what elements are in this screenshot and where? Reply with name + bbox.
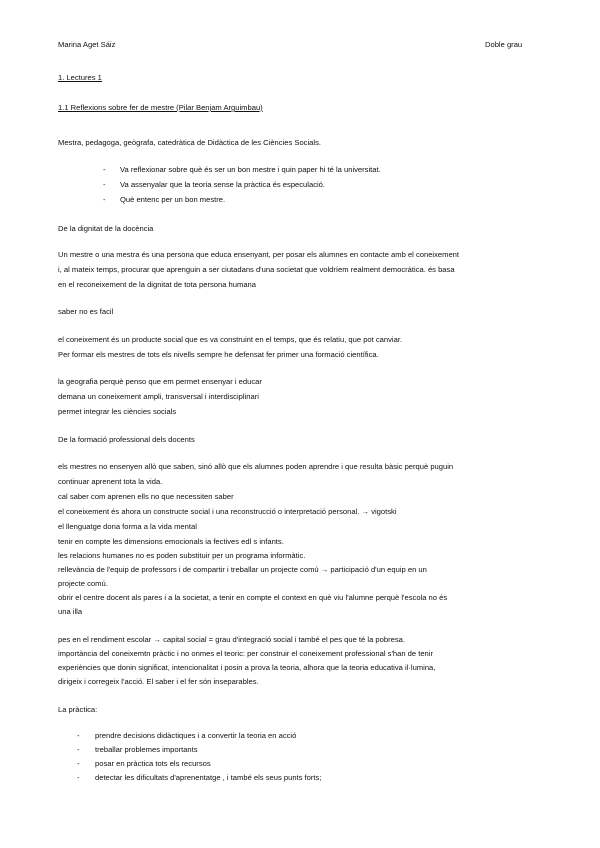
paragraph-line: Per formar els mestres de tots els nivells sempre he defensat fer primer una formació científica. bbox=[58, 350, 379, 359]
paragraph-line: Un mestre o una mestra és una persona que educa ensenyant, per posar els alumnes en contacte amb el coneixement bbox=[58, 250, 460, 259]
list-item-text: posar en pràctica tots els recursos bbox=[95, 759, 211, 768]
paragraph-line: els mestres no ensenyen allò que saben, sinó allò que els alumnes poden aprendre i que resulta bàsic perquè puguin bbox=[58, 462, 454, 471]
paragraph-line: permet integrar les ciències socials bbox=[58, 407, 177, 416]
bullet-marker: - bbox=[103, 165, 106, 174]
heading-practica: La pràctica: bbox=[58, 705, 98, 714]
intro-paragraph: Mestra, pedagoga, geògrafa, catedràtica de Didàctica de les Ciències Socials. bbox=[58, 138, 321, 147]
paragraph-line: una illa bbox=[58, 607, 83, 616]
paragraph-line: la geografia perquè penso que em permet ensenyar i educar bbox=[58, 377, 262, 386]
bullet-marker: - bbox=[77, 759, 80, 768]
paragraph-line: i, al mateix temps, procurar que aprenguin a ser ciutadans d'una societat que voldríem realment democràtica. és basa bbox=[58, 265, 455, 274]
list-item-text: Què entenc per un bon mestre. bbox=[120, 195, 226, 204]
paragraph-line: les relacions humanes no es poden substituir per un programa informàtic. bbox=[58, 551, 306, 560]
paragraph-line: importància del coneixemtn pràctic i no onmes el teoric: per construir el coneixement professional s'han de tenir bbox=[58, 649, 433, 658]
paragraph-line: experiències que donin significat, intencionalitat i posin a prova la teoria, alhora que la teoria educativa il·lumina, bbox=[58, 663, 436, 672]
paragraph-line: en el reconeixement de la dignitat de tota persona humana bbox=[58, 280, 256, 289]
paragraph-line: continuar aprenent tota la vida. bbox=[58, 477, 163, 486]
heading-formacio: De la formació professional dels docents bbox=[58, 435, 195, 444]
bullet-marker: - bbox=[77, 731, 80, 740]
paragraph-line: cal saber com aprenen ells no que necessiten saber bbox=[58, 492, 234, 501]
paragraph-line: el coneixement és ahora un constructe social i una reconstrucció o interpretació personal. → vigotski bbox=[58, 507, 397, 516]
bullet-marker: - bbox=[77, 745, 80, 754]
subsection-title: 1.1 Reflexions sobre fer de mestre (Pilar Benjam Arguimbau) bbox=[58, 103, 263, 112]
paragraph-line: rellevància de l'equip de professors i de compartir i treballar un projecte comú → participació d'un equip en un bbox=[58, 565, 427, 574]
list-item-text: Va reflexionar sobre què és ser un bon mestre i quin paper hi té la universitat. bbox=[120, 165, 381, 174]
list-item-text: treballar problemes importants bbox=[95, 745, 198, 754]
paragraph-line: projecte comú. bbox=[58, 579, 108, 588]
paragraph-line: pes en el rendiment escolar → capital social = grau d'integració social i també el pes que té la pobresa. bbox=[58, 635, 405, 644]
list-item-text: prendre decisions didàctiques i a convertir la teoria en acció bbox=[95, 731, 297, 740]
list-item-text: Va assenyalar que la teoria sense la pràctica és especulació. bbox=[120, 180, 326, 189]
paragraph-line: el coneixement és un producte social que es va construint en el temps, que és relatiu, que pot canviar. bbox=[58, 335, 403, 344]
paragraph-line: el llenguatge dona forma a la vida mental bbox=[58, 522, 197, 531]
header-author: Marina Aget Sáiz bbox=[58, 40, 116, 49]
bullet-marker: - bbox=[77, 773, 80, 782]
bullet-marker: - bbox=[103, 195, 106, 204]
paragraph-line: obrir el centre docent als pares i a la societat, a tenir en compte el context en què viu l'alumne perquè l'escola no és bbox=[58, 593, 448, 602]
header-course: Doble grau bbox=[485, 40, 523, 49]
heading-dignitat: De la dignitat de la docència bbox=[58, 224, 154, 233]
list-item-text: detectar les dificultats d'aprenentatge , i també els seus punts forts; bbox=[95, 773, 322, 782]
paragraph-line: dirigeix i corregeix l'acció. El saber i el fer són inseparables. bbox=[58, 677, 259, 686]
paragraph-line: tenir en compte les dimensions emocionals ia fectives edl s infants. bbox=[58, 537, 284, 546]
paragraph-line: demana un coneixement ampli, transversal i interdisciplinari bbox=[58, 392, 259, 401]
bullet-marker: - bbox=[103, 180, 106, 189]
section-title: 1. Lectures 1 bbox=[58, 73, 102, 82]
heading-saber: saber no es facil bbox=[58, 307, 114, 316]
